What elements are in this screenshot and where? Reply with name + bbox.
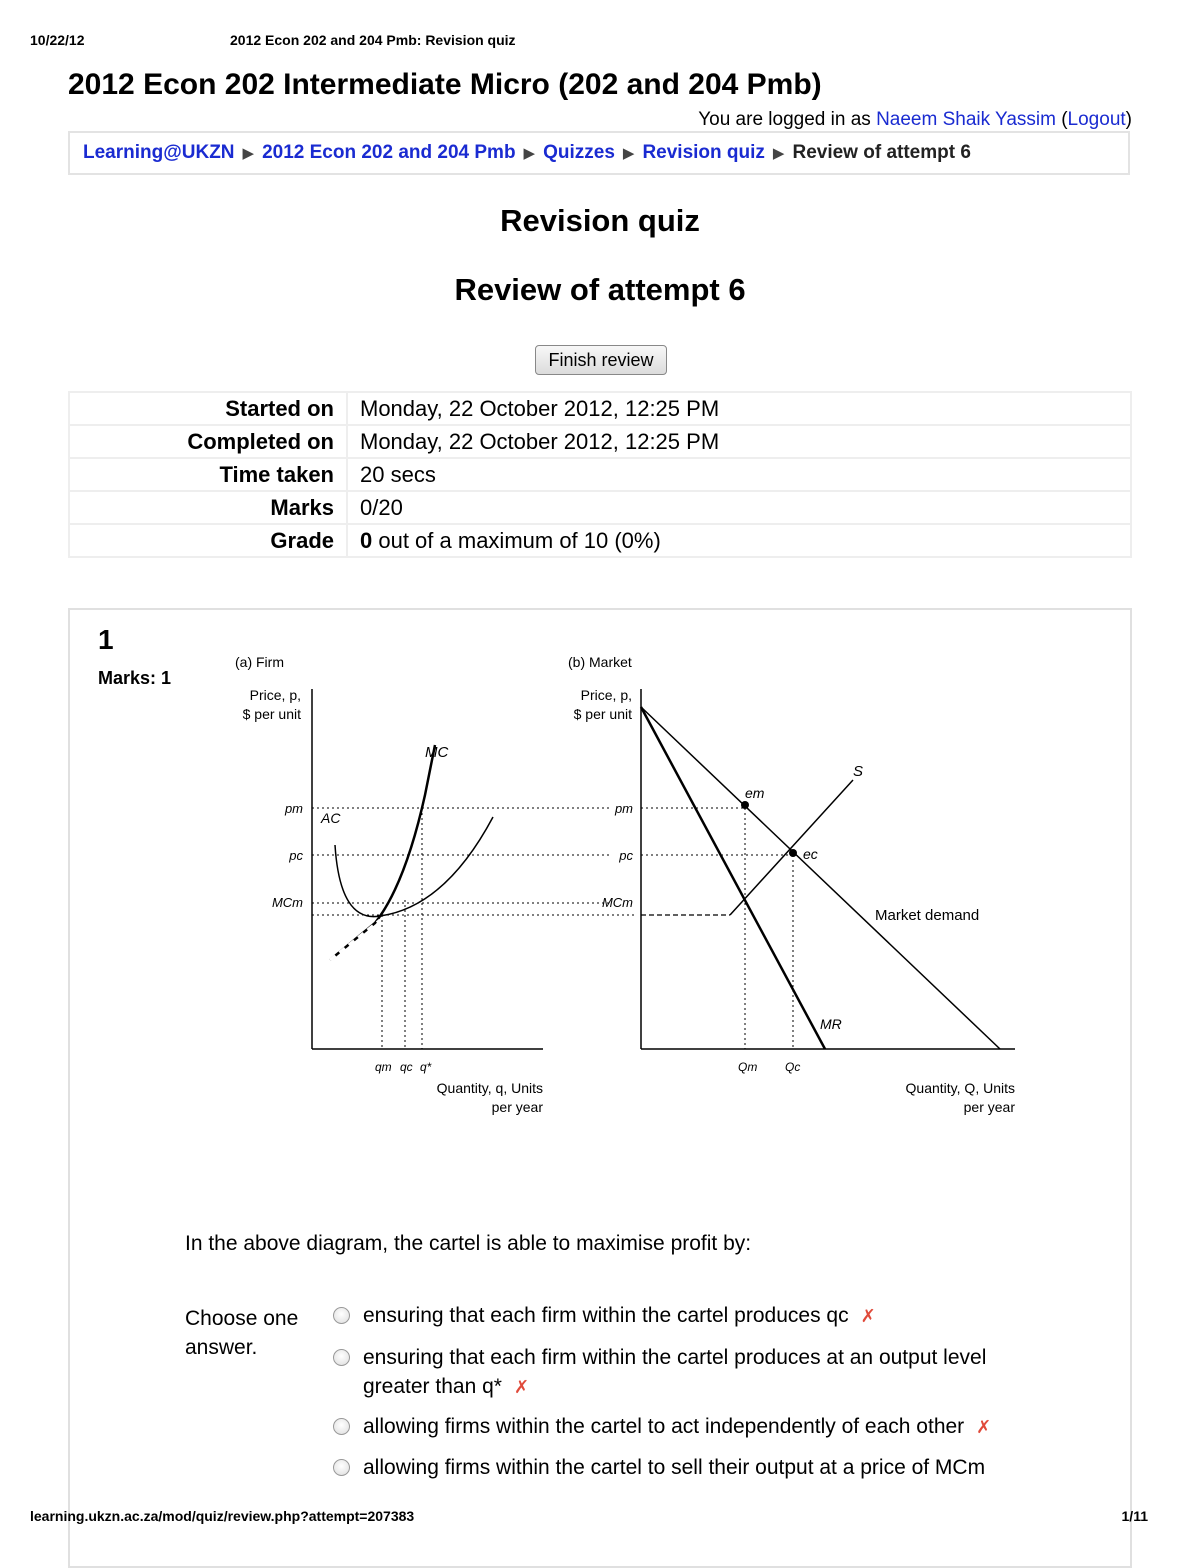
- panel-a-tick-qstar: q*: [420, 1060, 432, 1074]
- point-ec: [789, 849, 797, 857]
- panel-b-tick-pc: pc: [619, 848, 633, 863]
- incorrect-icon: ✗: [860, 1306, 876, 1326]
- finish-review-button[interactable]: Finish review: [535, 345, 667, 375]
- summary-row: [69, 392, 1131, 425]
- panel-a-xlabel-1: Quantity, q, Units: [436, 1080, 543, 1096]
- breadcrumb-arrow-icon: ▶: [772, 145, 785, 162]
- panel-a-ylabel-2: $ per unit: [242, 706, 301, 722]
- choose-label: Choose one answer.: [185, 1307, 299, 1359]
- answer-text: allowing firms within the cartel to sell their output at a price of MCm: [363, 1456, 986, 1479]
- incorrect-icon: ✗: [976, 1417, 992, 1437]
- mr-curve: [641, 707, 825, 1049]
- ac-label: AC: [321, 810, 341, 826]
- breadcrumb-arrow-icon: ▶: [242, 145, 255, 162]
- login-prefix: You are logged in as: [698, 109, 871, 130]
- panel-b-ylabel-1: Price, p,: [580, 687, 632, 703]
- summary-value: 20 secs: [347, 458, 1131, 491]
- attempt-summary-table: [68, 391, 1132, 558]
- panel-b-tick-qm: Qm: [738, 1060, 758, 1074]
- user-link[interactable]: Naeem Shaik Yassim: [876, 109, 1056, 130]
- cartel-diagram: [225, 645, 1045, 1125]
- print-url: learning.ukzn.ac.za/mod/quiz/review.php?attempt=207383: [30, 1508, 415, 1524]
- supply-label: S: [853, 763, 864, 780]
- answer-text: ensuring that each firm within the cartel produces qc: [363, 1304, 849, 1327]
- question-number: 1: [98, 624, 114, 655]
- summary-label: Time taken: [69, 458, 347, 491]
- print-date: 10/22/12: [30, 32, 85, 48]
- mc-curve: [330, 745, 435, 960]
- panel-b-xlabel-1: Quantity, Q, Units: [905, 1080, 1015, 1096]
- summary-label: Marks: [69, 491, 347, 524]
- panel-a-tick-qm: qm: [375, 1060, 392, 1074]
- point-ec-label: ec: [803, 846, 818, 862]
- answer-text: allowing firms within the cartel to act independently of each other: [363, 1415, 965, 1438]
- radio-button[interactable]: [333, 1307, 350, 1324]
- summary-value: Monday, 22 October 2012, 12:25 PM: [347, 392, 1131, 425]
- breadcrumb: [68, 131, 1130, 175]
- question-text: In the above diagram, the cartel is able to maximise profit by:: [185, 1232, 752, 1255]
- incorrect-icon: ✗: [513, 1377, 530, 1397]
- summary-row: [69, 491, 1131, 524]
- print-page: 1/11: [1121, 1508, 1148, 1524]
- mc-label: MC: [425, 744, 449, 761]
- summary-row: [69, 524, 1131, 557]
- summary-value: 0/20: [347, 491, 1131, 524]
- breadcrumb-course[interactable]: 2012 Econ 202 and 204 Pmb: [262, 142, 516, 163]
- radio-button[interactable]: [333, 1418, 350, 1435]
- radio-button[interactable]: [333, 1349, 350, 1366]
- panel-b-ylabel-2: $ per unit: [573, 706, 632, 722]
- grade-value: 0: [360, 527, 373, 553]
- breadcrumb-arrow-icon: ▶: [622, 145, 635, 162]
- summary-value: [347, 524, 1131, 557]
- panel-a-title: (a) Firm: [235, 654, 284, 670]
- answer-option[interactable]: [333, 1301, 1053, 1331]
- radio-button[interactable]: [333, 1459, 350, 1476]
- summary-row: [69, 458, 1131, 491]
- answer-option[interactable]: [333, 1453, 1053, 1482]
- summary-label: Started on: [69, 392, 347, 425]
- guide-lines: [312, 808, 635, 1049]
- market-demand-curve: [641, 707, 1000, 1049]
- ac-curve: [335, 817, 493, 917]
- panel-b-tick-pm: pm: [614, 801, 633, 816]
- panel-b-xlabel-2: per year: [963, 1099, 1015, 1115]
- question-marks: Marks: 1: [98, 668, 172, 688]
- answer-option[interactable]: [333, 1412, 1053, 1442]
- panel-b-title: (b) Market: [568, 654, 632, 670]
- site-title: 2012 Econ 202 Intermediate Micro (202 and 204 Pmb): [68, 68, 822, 101]
- answer-option[interactable]: [333, 1343, 1053, 1402]
- attempt-heading: Review of attempt 6: [454, 272, 746, 307]
- login-info: You are logged in as Naeem Shaik Yassim (Logout): [698, 109, 1132, 130]
- panel-a-tick-pc: pc: [289, 848, 303, 863]
- answer-text: ensuring that each firm within the cartel produces at an output level greater than q*: [363, 1346, 987, 1398]
- quiz-heading: Revision quiz: [500, 203, 700, 238]
- panel-a-tick-qc: qc: [400, 1060, 413, 1074]
- summary-label: Grade: [69, 524, 347, 557]
- print-title: 2012 Econ 202 and 204 Pmb: Revision quiz: [230, 32, 516, 48]
- summary-value: Monday, 22 October 2012, 12:25 PM: [347, 425, 1131, 458]
- panel-a-ylabel-1: Price, p,: [249, 687, 301, 703]
- panel-b-tick-mcm: MCm: [601, 895, 633, 910]
- panel-b-tick-qc: Qc: [785, 1060, 801, 1074]
- panel-a-tick-pm: pm: [284, 801, 303, 816]
- grade-rest: out of a maximum of 10 (0%): [372, 527, 661, 553]
- point-em: [741, 801, 749, 809]
- breadcrumb-quiz[interactable]: Revision quiz: [642, 142, 765, 163]
- market-guide-lines: [641, 808, 793, 1049]
- market-demand-label: Market demand: [875, 907, 980, 924]
- breadcrumb-home[interactable]: Learning@UKZN: [83, 142, 235, 163]
- mr-label: MR: [820, 1016, 842, 1032]
- panel-a-tick-mcm: MCm: [271, 895, 303, 910]
- logout-link[interactable]: Logout: [1067, 109, 1126, 130]
- panel-a-xlabel-2: per year: [491, 1099, 543, 1115]
- breadcrumb-arrow-icon: ▶: [523, 145, 536, 162]
- summary-row: [69, 425, 1131, 458]
- summary-label: Completed on: [69, 425, 347, 458]
- breadcrumb-quizzes[interactable]: Quizzes: [543, 142, 615, 163]
- point-em-label: em: [745, 785, 765, 801]
- breadcrumb-current: Review of attempt 6: [792, 142, 971, 163]
